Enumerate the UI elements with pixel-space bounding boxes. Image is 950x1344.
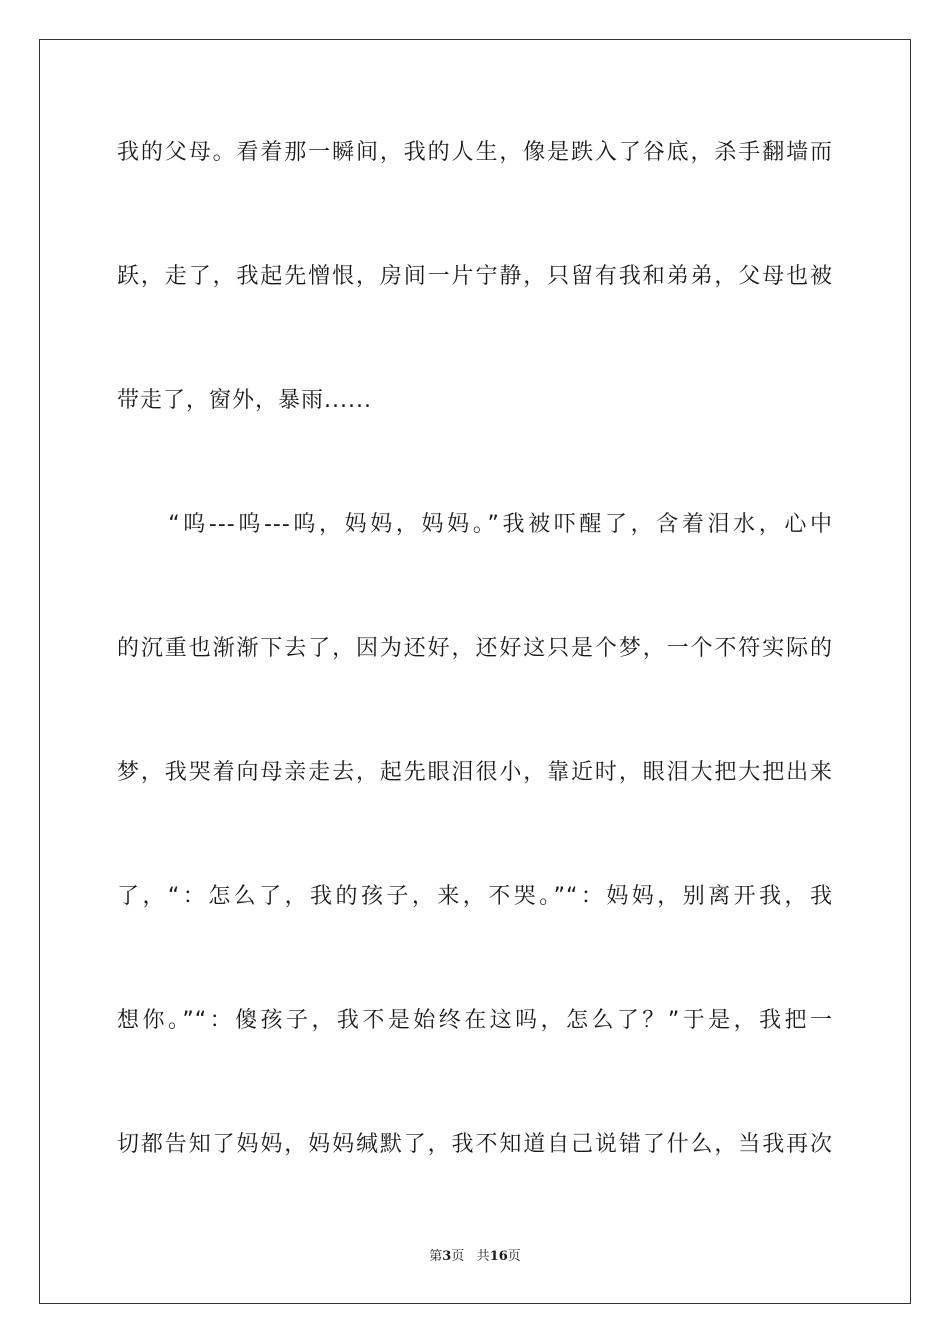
- body-line: 了，“：怎么了，我的孩子，来，不哭。”“：妈妈，别离开我，我: [117, 884, 833, 909]
- body-line: 跃，走了，我起先憎恨，房间一片宁静，只留有我和弟弟，父母也被: [117, 264, 833, 289]
- current-page-number: 3: [442, 1249, 452, 1264]
- footer-prefix: 第: [429, 1249, 443, 1264]
- body-line: 的沉重也渐渐下去了，因为还好，还好这只是个梦，一个不符实际的: [117, 636, 833, 661]
- page-footer: [0, 1248, 950, 1266]
- body-line: 梦，我哭着向母亲走去，起先眼泪很小，靠近时，眼泪大把大把出来: [117, 760, 833, 785]
- footer-total-prefix: 共: [476, 1249, 490, 1264]
- body-line: “呜---呜---呜，妈妈，妈妈。”我被吓醒了，含着泪水，心中: [117, 512, 833, 537]
- page-frame: [39, 39, 911, 1304]
- body-line: 切都告知了妈妈，妈妈缄默了，我不知道自己说错了什么，当我再次: [117, 1132, 833, 1157]
- total-page-number: 16: [489, 1249, 508, 1264]
- footer-page-suffix: 页: [451, 1249, 465, 1264]
- body-line: 带走了，窗外，暴雨......: [117, 388, 372, 413]
- body-line: 我的父母。看着那一瞬间，我的人生，像是跌入了谷底，杀手翻墙而: [117, 140, 833, 165]
- body-line: 想你。”“：傻孩子，我不是始终在这吗，怎么了？”于是，我把一: [117, 1008, 833, 1033]
- footer-total-suffix: 页: [507, 1249, 521, 1264]
